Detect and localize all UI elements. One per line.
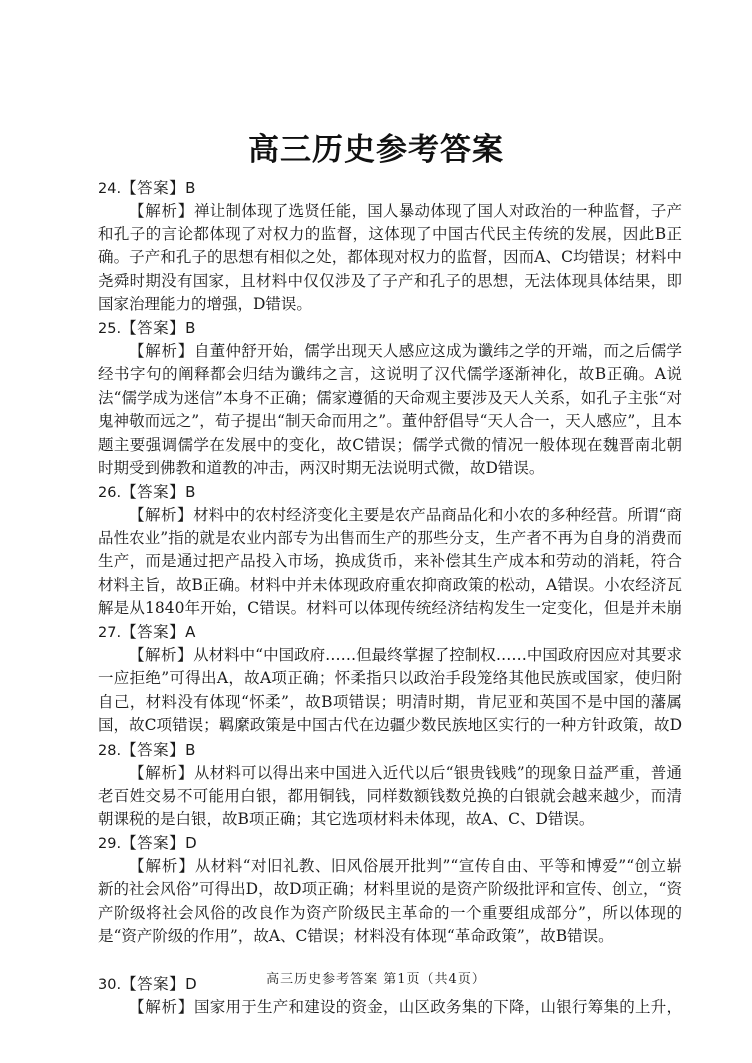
answer-tag: 【答案】 [121,974,186,993]
answer-tag: 【答案】 [121,178,186,197]
analysis-text: 自董仲舒开始，儒学出现天人感应这成为谶纬之学的开端，而之后儒学经书字句的阐释都会归结为谶纬之言，这说明了汉代儒学逐渐神化，故B正确。A说法“儒学成为迷信”本身不正确；儒家遵循的天命观主要涉及天人关系，如孔子主张“对鬼神敬而远之”，荀子提出“制天命而用之”。董仲舒倡导“天人合一，天人感应”，且本题主要强调儒学在发展中的变化，故C错误；儒学式微的情况一般体现在魏晋南北朝时期受到佛教和道教的冲击，两汉时期无法说明式微，故D错误。 [98,342,682,478]
analysis-paragraph [98,200,682,317]
answer-letter: B [185,482,196,501]
answer-letter: B [185,740,196,759]
answer-line [98,317,682,340]
question-item-24 [98,177,682,317]
answer-letter: B [185,319,196,337]
analysis-text: 国家用于生产和建设的资金，山区政务集的下降，山银行筹集的上升， [194,997,682,1016]
answer-tag: 【答案】 [121,319,186,337]
analysis-paragraph [98,340,682,480]
analysis-tag: 【解析】 [129,763,194,782]
answer-letter: D [185,974,197,993]
answer-letter: A [185,623,196,641]
analysis-text: 从材料“对旧礼教、旧风俗展开批判”“宣传自由、平等和博爱”“创立崭新的社会风俗”可得出D，故D项正确；材料里说的是资产阶级批评和宣传、创立，“资产阶级将社会风俗的改良作为资产阶级民主革命的一个重要组成部分”，所以体现的是“资产阶级的作用”，故A、C错误；材料没有体现“革命政策”，故B错误。 [98,857,682,946]
answer-tag: 【答案】 [121,834,186,852]
question-item-29 [98,832,682,972]
analysis-paragraph [98,644,682,738]
analysis-tag: 【解析】 [129,997,194,1016]
analysis-text: 从材料中“中国政府……但最终掌握了控制权……中国政府因应对其要求一应拒绝”可得出A，故A项正确；怀柔指只以政治手段笼络其他民族或国家，使归附自己，材料没有体现“怀柔”，故B项错误；明清时期，肯尼亚和英国不是中国的藩属国，故C项错误；羁縻政策是中国古代在边疆少数民族地区实行的一种方针政策，故D [98,646,682,735]
question-number: 27. [98,625,122,641]
analysis-text: 禅让制体现了选贤任能，国人暴动体现了国人对政治的一种监督，子产和孔子的言论都体现了对权力的监督，这体现了中国古代民主传统的发展，因此B正确。子产和孔子的思想有相似之处，都体现对权力的监督，因而A、C均错误；材料中尧舜时期没有国家，且材料中仅仅涉及了子产和孔子的思想，无法体现具体结果，即国家治理能力的增强，D错误。 [98,201,682,314]
question-number: 29. [98,836,122,852]
question-item-28 [98,739,682,832]
answer-line [98,481,682,504]
analysis-text: 从材料可以得出来中国进入近代以后“银贵钱贱”的现象日益严重，普通老百姓交易不可能用白银，都用铜钱，同样数额钱数兑换的白银就会越来越少，而清朝课税的是白银，故B项正确；其它选项材料未体现，故A、C、D错误。 [98,763,682,829]
question-number: 24. [98,180,122,197]
question-number: 28. [98,742,122,759]
analysis-tag: 【解析】 [129,505,194,524]
answer-tag: 【答案】 [121,623,186,641]
page-footer: 高三历史参考答案 第1页（共4页） [266,972,486,987]
analysis-paragraph [98,504,682,621]
question-number: 26. [98,484,122,501]
analysis-tag: 【解析】 [129,857,195,875]
answer-letter: D [185,834,197,852]
analysis-paragraph [98,996,682,1019]
answer-line [98,739,682,762]
question-item-25 [98,317,682,480]
answer-tag: 【答案】 [121,482,186,501]
page-title: 高三历史参考答案 [248,132,504,168]
analysis-tag: 【解析】 [129,646,194,664]
answer-line [98,177,682,200]
question-number: 30. [98,976,122,993]
answer-tag: 【答案】 [121,740,186,759]
question-number: 25. [98,321,122,337]
question-item-27 [98,621,682,738]
analysis-tag: 【解析】 [129,201,194,220]
analysis-text: 材料中的农村经济变化主要是农产品商品化和小农的多种经营。所谓“商品性农业”指的就是农业内部专为出售而生产的那些分支，生产者不再为自身的消费而生产，而是通过把产品投入市场，换成货币，来补偿其生产成本和劳动的消耗，符合材料主旨，故B正确。材料中并未体现政府重农抑商政策的松动，A错误。小农经济瓦解是从1840年开始，C错误。材料可以体现传统经济结构发生一定变化，但是并未崩 [98,505,682,618]
answer-list [98,176,682,1019]
analysis-tag: 【解析】 [129,342,194,360]
analysis-paragraph [98,855,682,972]
answer-line [98,621,682,644]
answer-letter: B [185,178,196,197]
question-item-26 [98,481,682,621]
analysis-paragraph [98,762,682,832]
answer-line [98,832,682,855]
